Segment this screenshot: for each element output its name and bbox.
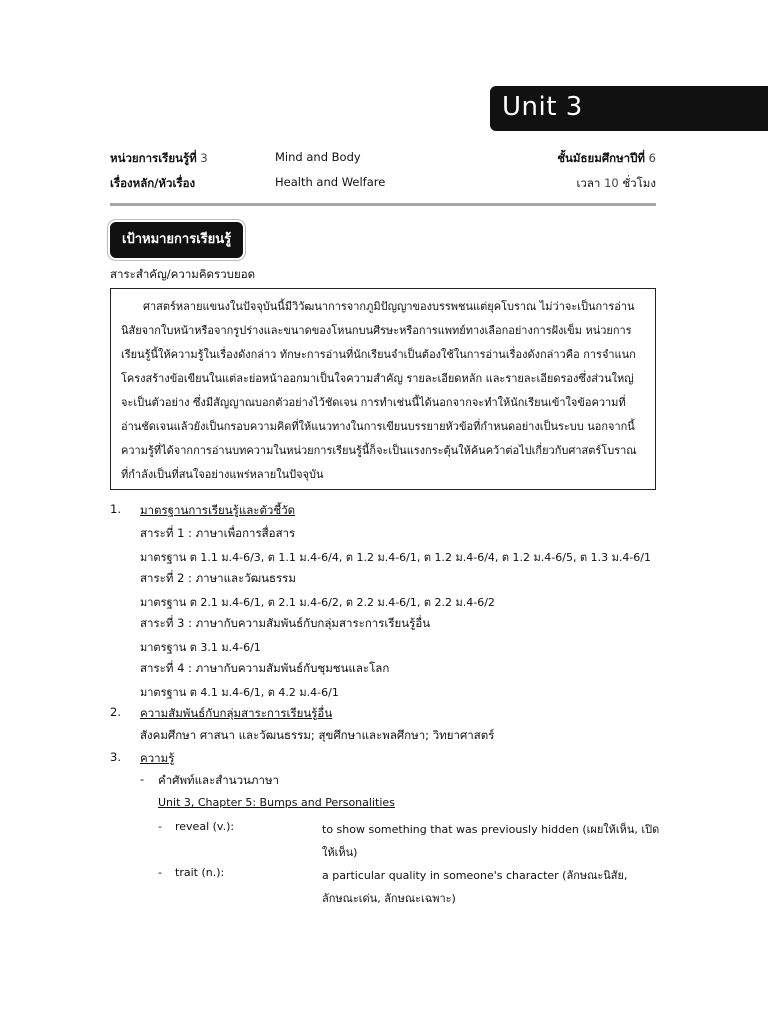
unit-title: Mind and Body	[275, 150, 361, 164]
vocab-definition: to show something that was previously hidden (เผยให้เห็น, เปิด	[322, 823, 660, 836]
duration-unit: ชั่วโมง	[622, 176, 656, 190]
concept-box	[110, 288, 656, 490]
concept-line: โครงสร้างข้อเขียนในแต่ละย่อหน้าออกมาเป็นใจความสำคัญ รายละเอียดหลัก และรายละเอียดรองซึ่งส่วนใหญ่	[121, 372, 634, 385]
duration-number: 10	[604, 176, 619, 190]
header-divider	[110, 203, 656, 206]
concept-line: ศาสตร์หลายแขนงในปัจจุบันนี้มีวิวัฒนาการจากภูมิปัญญาของบรรพชนแต่ยุคโบราณ ไม่ว่าจะเป็นการอ่าน	[143, 300, 635, 313]
strand-2: สาระที่ 2 : ภาษาและวัฒนธรรม	[140, 571, 296, 585]
item-number-2: 2.	[110, 705, 121, 719]
concept-line: นิสัยจากใบหน้าหรือจากรูปร่างและขนาดของโหนกบนศีรษะหรือการแพทย์ทางเลือกอย่างการฝังเข็ม หน่วยการ	[121, 324, 632, 337]
vocab-dash: -	[158, 820, 162, 833]
standards-1: มาตรฐาน ต 1.1 ม.4-6/3, ต 1.1 ม.4-6/4, ต 1.2 ม.4-6/1, ต 1.2 ม.4-6/4, ต 1.2 ม.4-6/5, ต 1.3 ม.4-6/1	[140, 551, 652, 564]
knowledge-heading: ความรู้	[140, 751, 175, 765]
vocab-definition: a particular quality in someone's character (ลักษณะนิสัย,	[322, 869, 628, 882]
item-number-3: 3.	[110, 750, 121, 764]
grade-level	[557, 150, 656, 168]
unit-number: 3	[200, 151, 208, 165]
strand-4: สาระที่ 4 : ภาษากับความสัมพันธ์กับชุมชนและโลก	[140, 661, 390, 675]
concept-line: ที่กำลังเป็นที่สนใจอย่างแพร่หลายในปัจจุบัน	[121, 468, 324, 481]
learning-goals-badge: เป้าหมายการเรียนรู้	[110, 222, 243, 258]
vocab-term: reveal (v.):	[175, 820, 235, 833]
vocab-definition-cont: ให้เห็น)	[322, 846, 358, 859]
topic-title: Health and Welfare	[275, 175, 386, 189]
grade-number: 6	[648, 151, 656, 165]
unit-number-row	[110, 150, 208, 168]
unit-number-label: หน่วยการเรียนรู้ที่	[110, 151, 197, 165]
related-subjects: สังคมศึกษา ศาสนา และวัฒนธรรม; สุขศึกษาและพลศึกษา; วิทยาศาสตร์	[140, 728, 495, 742]
topic-label: เรื่องหลัก/หัวเรื่อง	[110, 176, 196, 190]
unit-tab	[490, 86, 768, 131]
concept-line: จะเป็นตัวอย่าง ซึ่งมีสัญญาณบอกตัวอย่างไว้ชัดเจน การทำเช่นนี้ได้นอกจากจะทำให้นักเรียนเข้าใจข้อความที่	[121, 396, 626, 409]
standards-3: มาตรฐาน ต 3.1 ม.4-6/1	[140, 641, 261, 654]
vocab-definition-cont: ลักษณะเด่น, ลักษณะเฉพาะ)	[322, 892, 456, 905]
item-number-1: 1.	[110, 502, 121, 516]
grade-label: ชั้นมัธยมศึกษาปีที่	[557, 151, 646, 165]
concept-line: อ่านชัดเจนแล้วยังเป็นกรอบความคิดที่ให้แนวทางในการเขียนบรรยายหัวข้อที่กำหนดอย่างเป็นระบบ นอกจากนี้	[121, 420, 635, 433]
concept-line: ความรู้ที่ได้จากการอ่านบทความในหน่วยการเรียนรู้นี้ก็จะเป็นแรงกระตุ้นให้ค้นคว้าต่อไปเกี่ยวกับศาสตร์โบราณ	[121, 444, 637, 457]
vocab-term: trait (n.):	[175, 866, 225, 879]
bullet-dash: -	[140, 772, 145, 786]
duration	[577, 175, 657, 193]
strand-1: สาระที่ 1 : ภาษาเพื่อการสื่อสาร	[140, 526, 296, 540]
concept-line: เรียนรู้นี้ให้ความรู้ในเรื่องดังกล่าว ทักษะการอ่านที่นักเรียนจำเป็นต้องใช้ในการอ่านเรื่องดังกล่าวคือ การจำแนก	[121, 348, 636, 361]
relations-heading: ความสัมพันธ์กับกลุ่มสาระการเรียนรู้อื่น	[140, 706, 333, 720]
standards-2: มาตรฐาน ต 2.1 ม.4-6/1, ต 2.1 ม.4-6/2, ต 2.2 ม.4-6/1, ต 2.2 ม.4-6/2	[140, 596, 495, 609]
concept-subheading: สาระสำคัญ/ความคิดรวบยอด	[110, 267, 256, 281]
standards-4: มาตรฐาน ต 4.1 ม.4-6/1, ต 4.2 ม.4-6/1	[140, 686, 339, 699]
vocab-dash: -	[158, 866, 162, 879]
unit-label: Unit 3	[502, 92, 583, 122]
duration-label: เวลา	[576, 176, 601, 190]
vocab-subheading: คำศัพท์และสำนวนภาษา	[158, 773, 279, 787]
chapter-title: Unit 3, Chapter 5: Bumps and Personalities	[158, 796, 395, 809]
strand-3: สาระที่ 3 : ภาษากับความสัมพันธ์กับกลุ่มสาระการเรียนรู้อื่น	[140, 616, 431, 630]
topic-label-row	[110, 175, 195, 193]
standards-heading: มาตรฐานการเรียนรู้และตัวชี้วัด	[140, 503, 296, 517]
